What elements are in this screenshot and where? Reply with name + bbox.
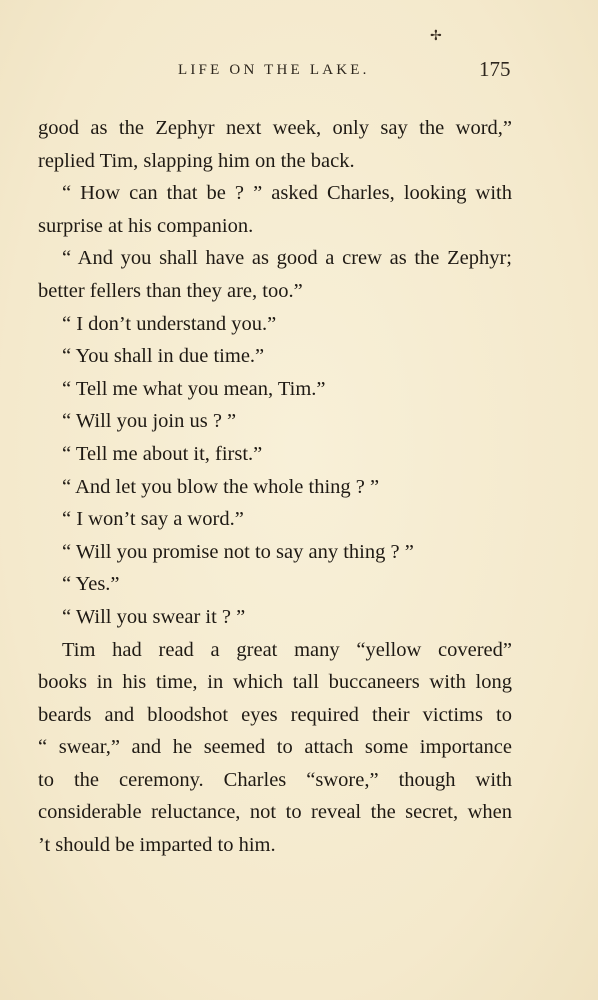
text-line: “ And let you blow the whole thing ? ” xyxy=(62,475,380,498)
body-text xyxy=(38,112,512,862)
text-line: “ You shall in due time.” xyxy=(62,345,265,368)
text-line: beards and bloodshot eyes required their victims to xyxy=(38,703,512,726)
printer-ornament: ✢ xyxy=(430,29,442,44)
text-line: “ Will you join us ? ” xyxy=(62,410,237,433)
text-line: surprise at his companion. xyxy=(38,214,254,237)
text-line: considerable reluctance, not to reveal the secret, when xyxy=(38,801,512,824)
text-line: to the ceremony. Charles “swore,” though with xyxy=(38,768,512,791)
text-line: Tim had read a great many “yellow covered” xyxy=(62,638,512,661)
text-line: better fellers than they are, too.” xyxy=(38,279,303,302)
text-line: replied Tim, slapping him on the back. xyxy=(38,149,355,172)
text-line: “ Tell me what you mean, Tim.” xyxy=(62,377,326,400)
text-line: “ Will you promise not to say any thing ? ” xyxy=(62,540,414,563)
running-head: LIFE ON THE LAKE. xyxy=(178,62,370,78)
text-line: “ swear,” and he seemed to attach some importance xyxy=(38,736,512,759)
text-line: “ Yes.” xyxy=(62,573,120,596)
page-number: 175 xyxy=(479,57,511,81)
text-line: ’t should be imparted to him. xyxy=(38,834,276,857)
text-line: good as the Zephyr next week, only say the word,” xyxy=(38,117,512,139)
text-line: “ I won’t say a word.” xyxy=(62,508,244,531)
text-line: “ I don’t understand you.” xyxy=(62,312,277,335)
text-line: “ How can that be ? ” asked Charles, looking with xyxy=(62,182,512,205)
text-line: “ And you shall have as good a crew as the Zephyr; xyxy=(62,247,512,270)
text-line: “ Will you swear it ? ” xyxy=(62,605,246,628)
text-line: books in his time, in which tall buccaneers with long xyxy=(38,671,512,694)
text-line: “ Tell me about it, first.” xyxy=(62,442,263,465)
